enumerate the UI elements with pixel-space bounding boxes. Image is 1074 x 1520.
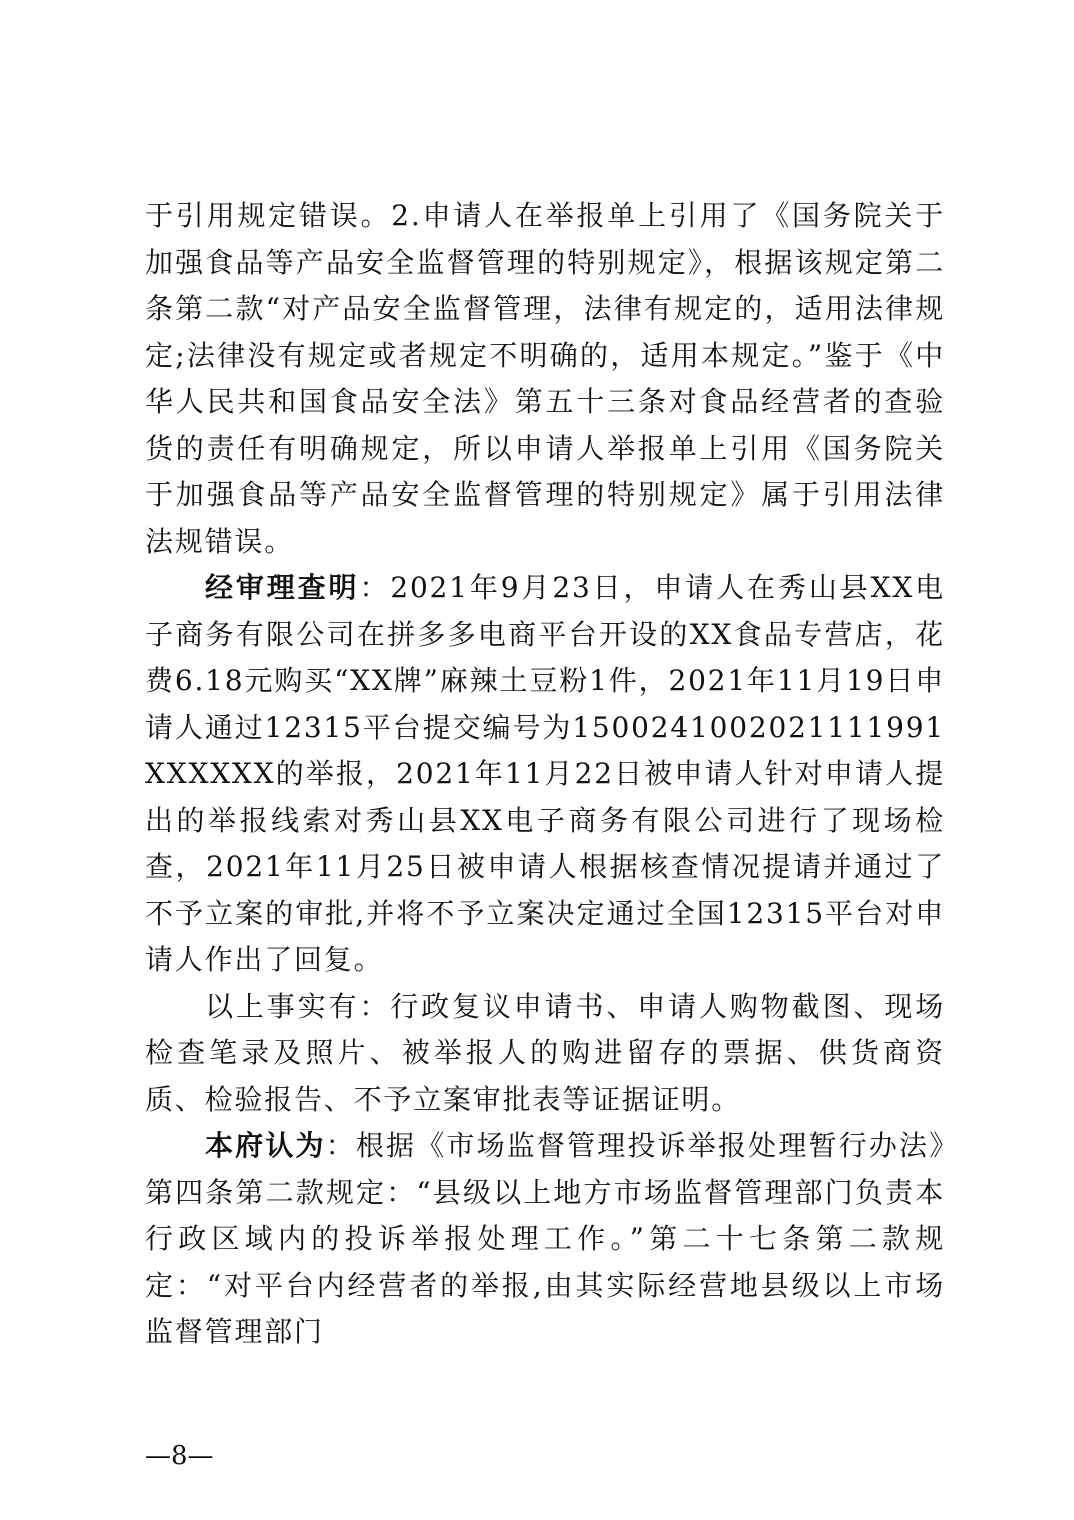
paragraph-1-text: 于引用规定错误。2.申请人在举报单上引用了《国务院关于加强食品等产品安全监督管理的特别规定》，根据该规定第二条第二款“对产品安全监督管理，法律有规定的，适用法律规定;法律没有规定或者规定不明确的，适用本规定。”鉴于《中华人民共和国食品安全法》第五十三条对食品经营者的查验货的责任有明确规定，所以申请人举报单上引用《国务院关于加强食品等产品安全监督管理的特别规定》属于引用法律法规错误。 xyxy=(145,199,945,558)
paragraph-2-text: ：2021年9月23日，申请人在秀山县XX电子商务有限公司在拼多多电商平台开设的XX食品专营店，花费6.18元购买“XX牌”麻辣土豆粉1件，2021年11月19日申请人通过12315平台提交编号为1500241002021111991XXXXXX的举报，2021年11月22日被申请人针对申请人提出的举报线索对秀山县XX电子商务有限公司进行了现场检查，2021年11月25日被申请人根据核查情况提请并通过了不予立案的审批,并将不予立案决定通过全国12315平台对申请人作出了回复。 xyxy=(145,571,945,976)
paragraph-3-text: 以上事实有：行政复议申请书、申请人购物截图、现场检查笔录及照片、被举报人的购进留存的票据、供货商资质、检验报告、不予立案审批表等证据证明。 xyxy=(145,989,945,1116)
paragraph-1 xyxy=(145,193,945,565)
paragraph-4-text: ：根据《市场监督管理投诉举报处理暂行办法》第四条第二款规定：“县级以上地方市场监督管理部门负责本行政区域内的投诉举报处理工作。”第二十七条第二款规定：“对平台内经营者的举报,由其实际经营地县级以上市场监督管理部门 xyxy=(145,1129,945,1348)
paragraph-4-lead: 本府认为 xyxy=(205,1129,326,1162)
document-body xyxy=(145,193,945,1356)
paragraph-2 xyxy=(145,565,945,984)
paragraph-2-lead: 经审理查明 xyxy=(205,571,360,604)
paragraph-4 xyxy=(145,1123,945,1356)
paragraph-3 xyxy=(145,984,945,1124)
page-number: —8— xyxy=(145,1441,214,1471)
